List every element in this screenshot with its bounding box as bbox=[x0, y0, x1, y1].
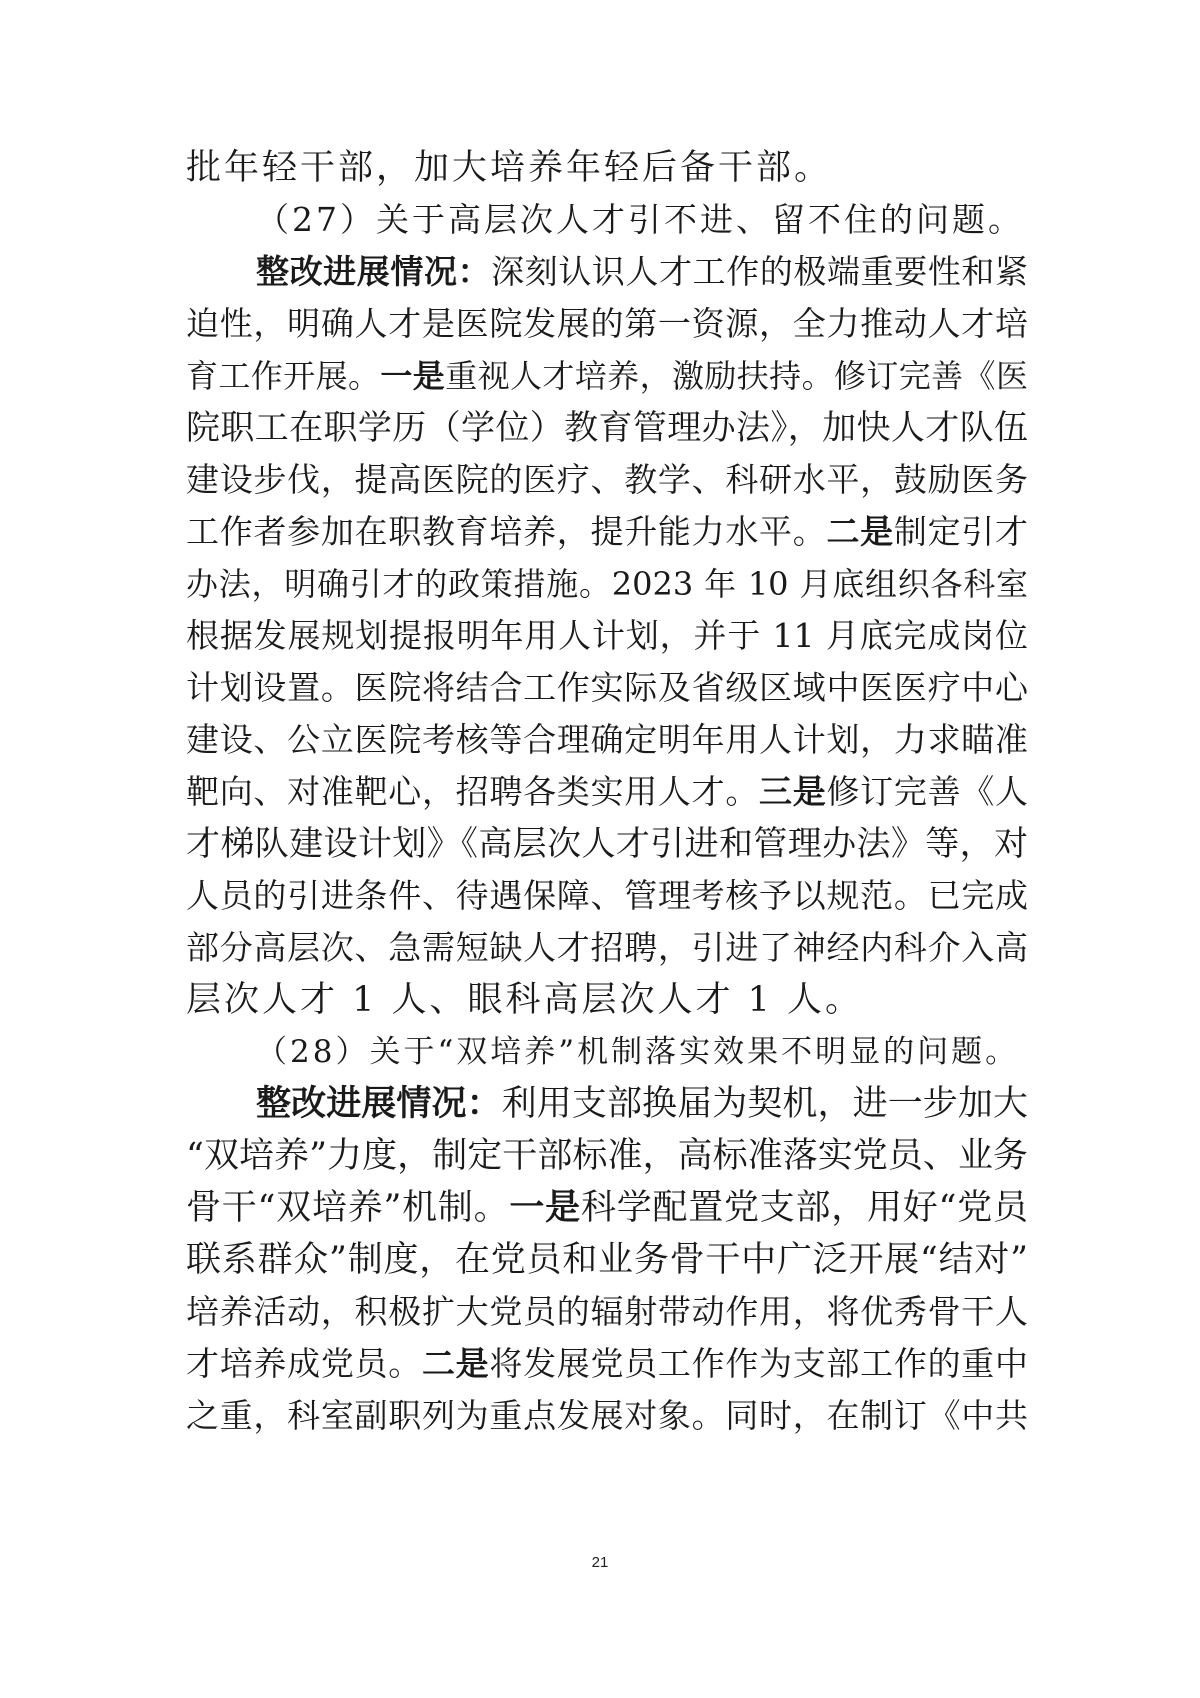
text-segment: 利用支部换届为契机，进一步加大 bbox=[501, 1084, 1028, 1124]
enumeration-label: 一是 bbox=[380, 357, 446, 395]
text-line-25 bbox=[186, 1387, 1028, 1445]
text-line-15 bbox=[186, 867, 1028, 925]
text-line-20 bbox=[186, 1127, 1028, 1185]
text-segment: 联系群众”制度，在党员和业务骨干中广泛开展“结对” bbox=[186, 1240, 1028, 1280]
text-segment: 才梯队建设计划》《高层次人才引进和管理办法》等，对 bbox=[186, 824, 1028, 864]
text-segment: 重视人才培养，激励扶持。修订完善《医 bbox=[445, 357, 1028, 395]
text-line-24 bbox=[186, 1335, 1028, 1393]
text-segment: 之重，科室副职列为重点发展对象。同时，在制订《中共 bbox=[186, 1396, 1028, 1435]
text-segment: 层次人才 1 人、眼科高层次人才 1 人。 bbox=[186, 980, 864, 1020]
enumeration-label: 二是 bbox=[826, 512, 894, 551]
section-heading-27 bbox=[186, 191, 1028, 249]
text-line-13 bbox=[186, 763, 1028, 821]
text-segment: 根据发展规划提报明年用人计划，并于 11 月底完成岗位 bbox=[186, 616, 1028, 655]
text-line-6 bbox=[186, 399, 1028, 457]
text-segment: 批年轻干部，加大培养年轻后备干部。 bbox=[186, 148, 833, 188]
page-number: 21 bbox=[591, 1554, 609, 1571]
section-heading-28 bbox=[186, 1023, 1028, 1081]
text-segment: （27）关于高层次人才引不进、留不住的问题。 bbox=[256, 200, 1024, 239]
text-line-11 bbox=[186, 659, 1028, 717]
enumeration-label: 一是 bbox=[509, 1188, 581, 1228]
text-segment: 深刻认识人才工作的极端重要性和紧 bbox=[491, 252, 1028, 291]
text-line-4 bbox=[186, 295, 1028, 353]
text-segment: “双培养”力度，制定干部标准，高标准落实党员、业务 bbox=[186, 1136, 1028, 1176]
text-segment: 骨干“双培养”机制。 bbox=[186, 1188, 510, 1228]
text-segment: 院职工在职学历（学位）教育管理办法》，加快人才队伍 bbox=[186, 408, 1028, 448]
text-line-8 bbox=[186, 503, 1028, 561]
text-segment: 培养活动，积极扩大党员的辐射带动作用，将优秀骨干人 bbox=[186, 1292, 1028, 1331]
text-segment: 迫性，明确人才是医院发展的第一资源，全力推动人才培 bbox=[186, 304, 1028, 343]
text-line-10 bbox=[186, 607, 1028, 665]
text-line-1 bbox=[186, 139, 1028, 197]
text-segment: 人员的引进条件、待遇保障、管理考核予以规范。已完成 bbox=[186, 876, 1028, 915]
text-segment: 建设步伐，提高医院的医疗、教学、科研水平，鼓励医务 bbox=[186, 460, 1028, 499]
text-line-5 bbox=[186, 347, 1028, 405]
text-segment: 办法，明确引才的政策措施。2023 年 10 月底组织各科室 bbox=[186, 565, 1028, 603]
text-line-21 bbox=[186, 1179, 1028, 1237]
text-segment: 靶向、对准靶心，招聘各类实用人才。 bbox=[186, 772, 760, 811]
text-segment: 制定引才 bbox=[893, 512, 1028, 551]
enumeration-label: 三是 bbox=[759, 772, 827, 811]
text-line-17 bbox=[186, 971, 1028, 1029]
text-segment: 计划设置。医院将结合工作实际及省级区域中医医疗中心 bbox=[186, 668, 1028, 707]
text-line-3 bbox=[186, 243, 1028, 301]
progress-label: 整改进展情况： bbox=[256, 1084, 502, 1124]
text-segment: 育工作开展。 bbox=[186, 357, 381, 395]
text-line-16 bbox=[186, 919, 1028, 977]
text-line-22 bbox=[186, 1231, 1028, 1289]
text-line-19 bbox=[186, 1075, 1028, 1133]
text-line-9 bbox=[186, 555, 1028, 613]
text-segment: 修订完善《人 bbox=[826, 772, 1028, 811]
text-segment: 科学配置党支部，用好“党员 bbox=[580, 1188, 1028, 1228]
text-segment: （28）关于“双培养”机制落实效果不明显的问题。 bbox=[256, 1034, 1020, 1070]
text-segment: 将发展党员工作作为支部工作的重中 bbox=[489, 1344, 1028, 1383]
text-segment: 工作者参加在职教育培养，提升能力水平。 bbox=[186, 512, 827, 551]
text-line-23 bbox=[186, 1283, 1028, 1341]
text-line-7 bbox=[186, 451, 1028, 509]
text-line-14 bbox=[186, 815, 1028, 873]
enumeration-label: 二是 bbox=[421, 1344, 490, 1383]
text-line-12 bbox=[186, 711, 1028, 769]
progress-label: 整改进展情况： bbox=[256, 252, 492, 291]
text-segment: 建设、公立医院考核等合理确定明年用人计划，力求瞄准 bbox=[186, 720, 1028, 759]
text-segment: 部分高层次、急需短缺人才招聘，引进了神经内科介入高 bbox=[186, 928, 1028, 967]
text-segment: 才培养成党员。 bbox=[186, 1344, 422, 1383]
